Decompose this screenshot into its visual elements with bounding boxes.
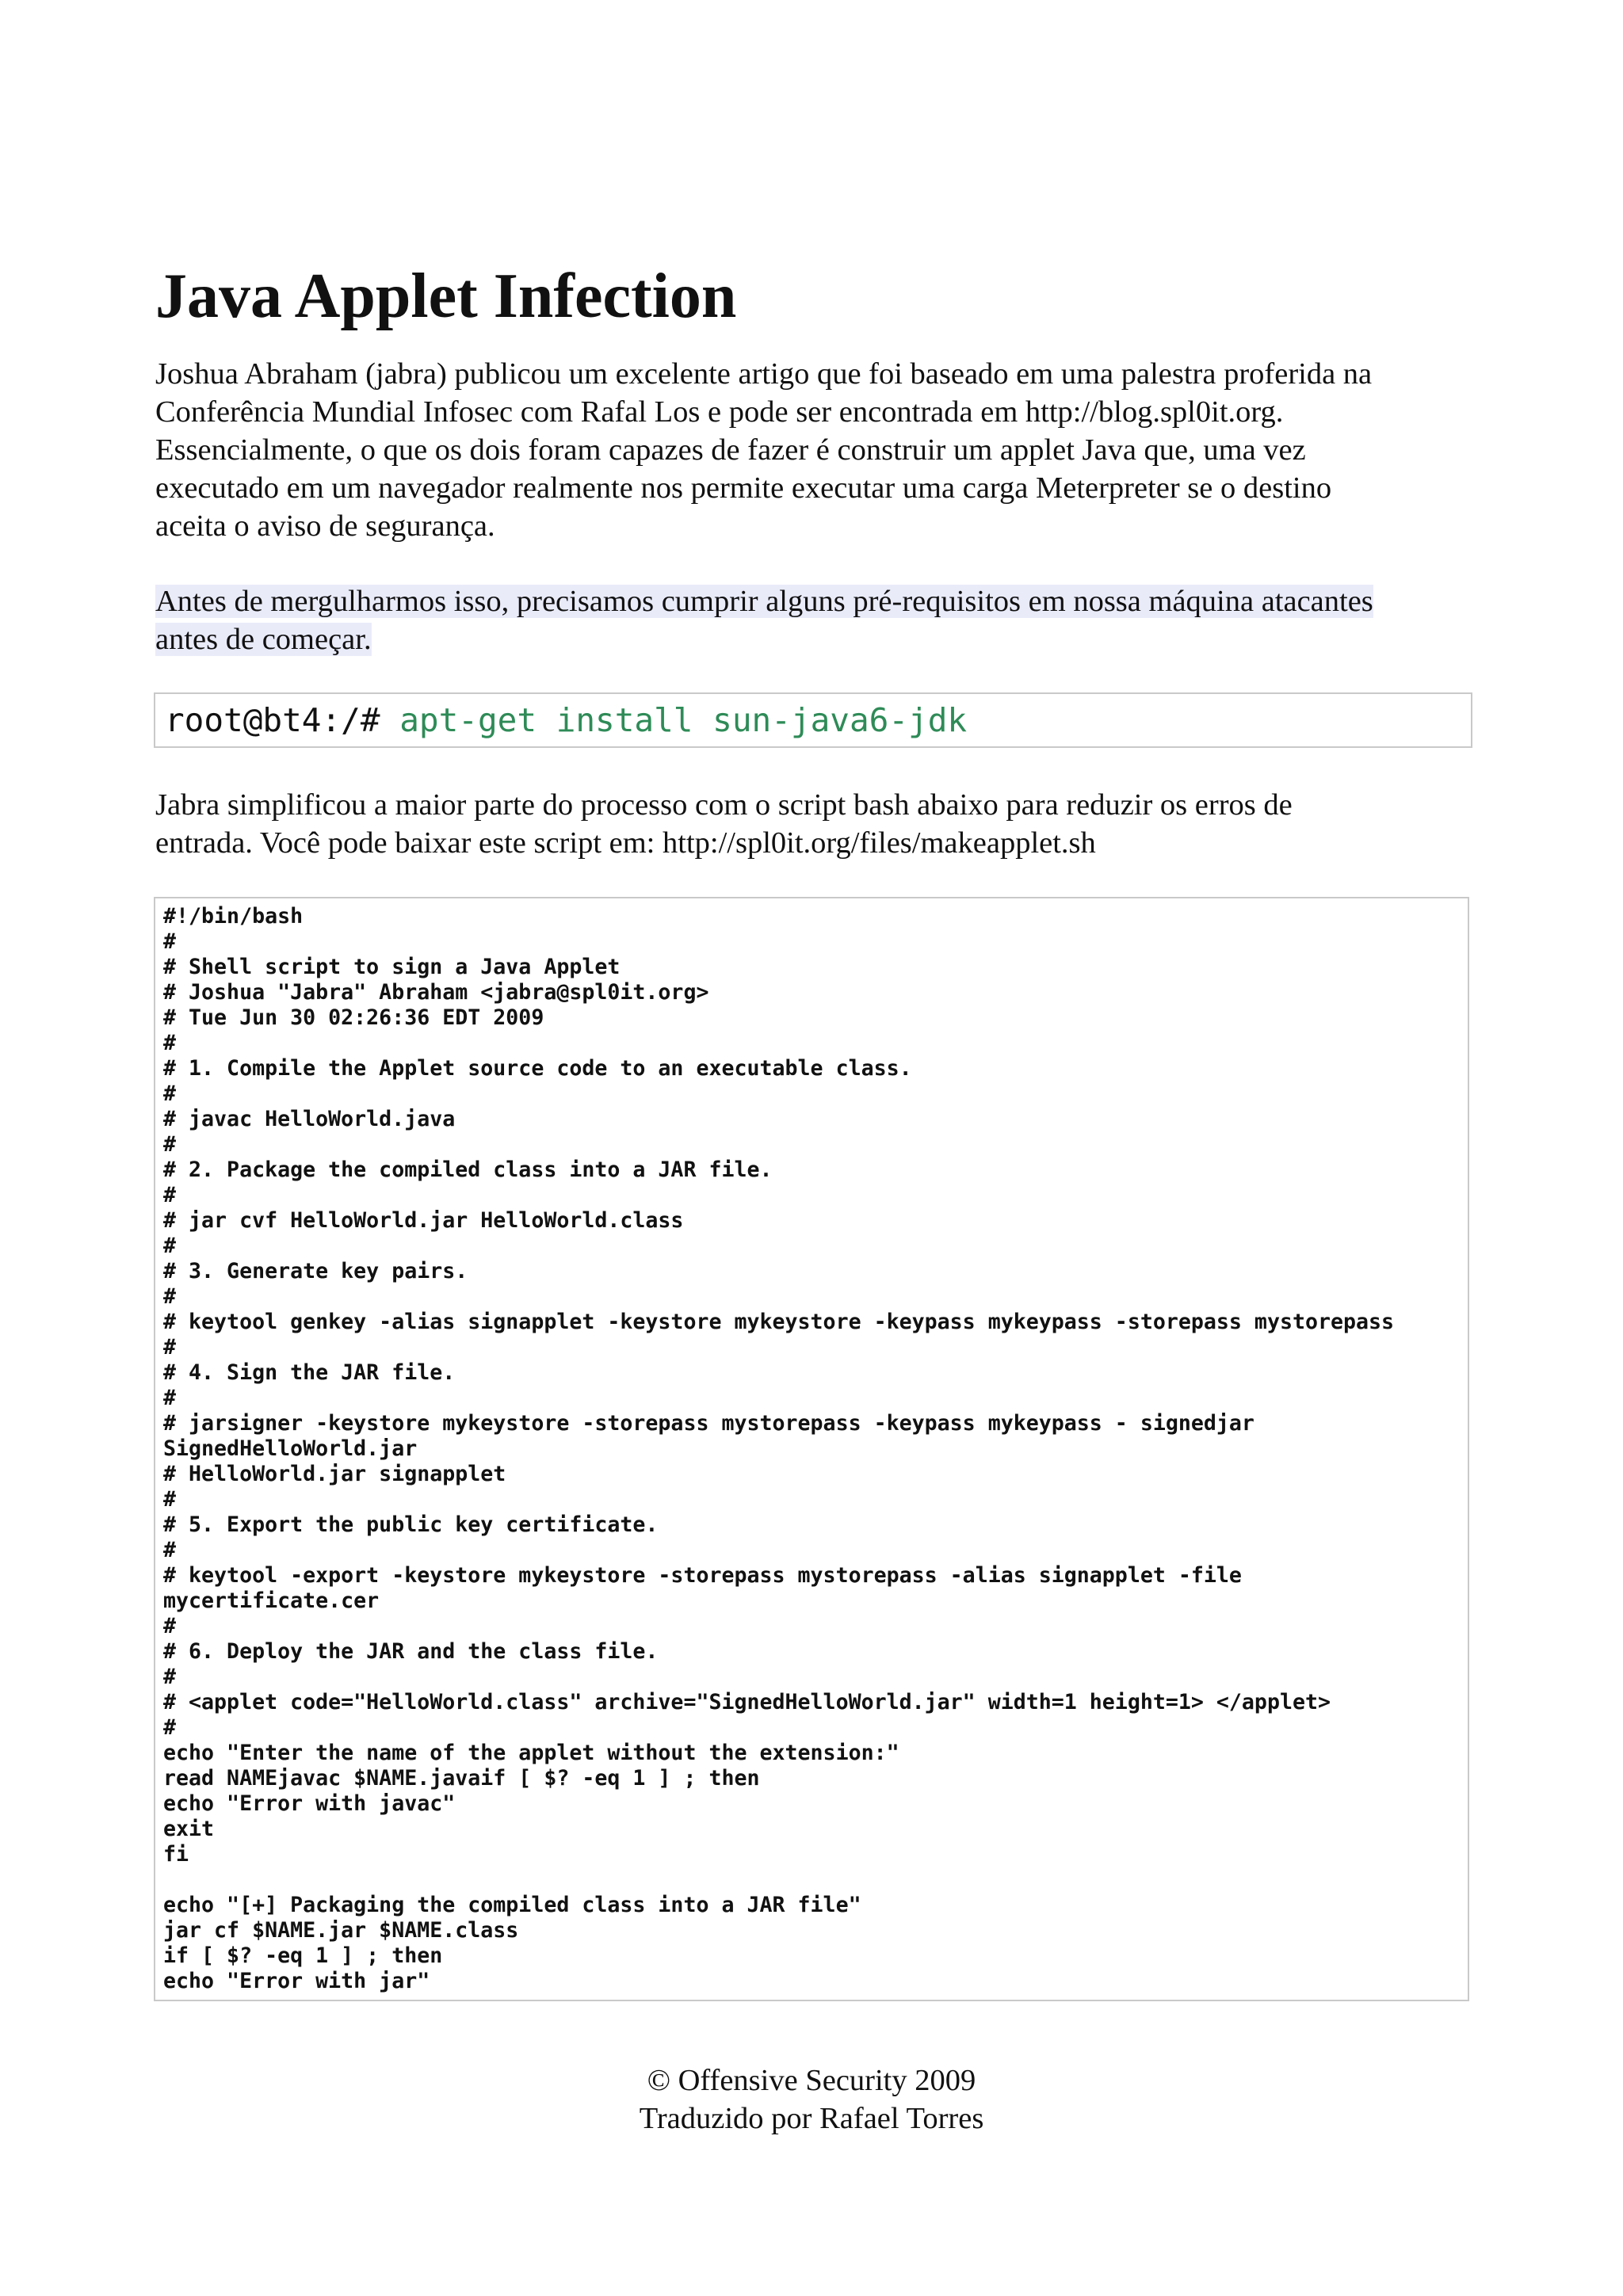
code-line: # 1. Compile the Applet source code to an executable class. [163,1056,912,1081]
intro-line: aceita o aviso de segurança. [155,509,495,543]
code-line: # keytool genkey -alias signapplet -keystore mykeystore -keypass mykeypass -storepass mystorepass [163,1310,1395,1334]
code-line: # [163,1284,177,1309]
code-line: # [163,1665,177,1689]
code-line: # 2. Package the compiled class into a JAR file. [163,1158,773,1182]
script-intro-line: Jabra simplificou a maior parte do processo com o script bash abaixo para reduzir os erros de [155,788,1293,822]
prereq-line: Antes de mergulharmos isso, precisamos cumprir alguns pré-requisitos em nossa máquina atacantes [155,585,1373,618]
code-line: exit [163,1817,215,1841]
code-line: # Tue Jun 30 02:26:36 EDT 2009 [163,1005,544,1030]
code-line: SignedHelloWorld.jar [163,1436,418,1461]
code-line: # [163,929,177,954]
code-line: # Shell script to sign a Java Applet [163,955,621,979]
code-line: jar cf $NAME.jar $NAME.class [163,1918,519,1943]
code-line: # HelloWorld.jar signapplet [163,1462,506,1486]
code-line: # 4. Sign the JAR file. [163,1360,456,1385]
code-line: echo "[+] Packaging the compiled class into a JAR file" [163,1893,861,1917]
code-line: if [ $? -eq 1 ] ; then [163,1943,443,1968]
code-line: # [163,1715,177,1740]
install-command: apt-get install sun-java6-jdk [399,701,968,739]
code-line: # [163,1031,177,1055]
code-line: # [163,1132,177,1157]
intro-paragraph [155,355,1479,545]
prereq-line: antes de começar. [155,623,372,656]
code-line: mycertificate.cer [163,1589,380,1613]
code-line: echo "Enter the name of the applet without the extension:" [163,1741,899,1765]
code-line [163,1867,1468,1893]
translator-credit: Traduzido por Rafael Torres [639,2102,984,2135]
code-line: # [163,1538,177,1562]
page-title: Java Applet Infection [155,261,737,331]
code-line: # [163,1614,177,1638]
code-line: # [163,1386,177,1410]
command-box [154,692,1472,748]
code-line: read NAMEjavac $NAME.javaif [ $? -eq 1 ] ; then [163,1766,760,1791]
code-line: # keytool -export -keystore mykeystore -storepass mystorepass -alias signapplet -file [163,1563,1242,1588]
code-line: #!/bin/bash [163,904,304,929]
code-line: echo "Error with jar" [163,1969,430,1993]
script-intro-line: entrada. Você pode baixar este script em: http://spl0it.org/files/makeapplet.sh [155,826,1096,860]
code-line: # 6. Deploy the JAR and the class file. [163,1639,659,1664]
prerequisites-paragraph [155,582,1471,658]
code-line: fi [163,1842,189,1867]
code-line: # [163,1487,177,1512]
code-line: # jarsigner -keystore mykeystore -storepass mystorepass -keypass mykeypass - signedjar [163,1411,1254,1436]
shell-prompt: root@bt4:/# [165,701,400,739]
bash-script-code-block [154,897,1469,2001]
code-line: echo "Error with javac" [163,1791,456,1816]
copyright-text: © Offensive Security 2009 [647,2064,976,2097]
code-line: # 5. Export the public key certificate. [163,1512,659,1537]
code-line: # [163,1183,177,1207]
intro-line: Joshua Abraham (jabra) publicou um excelente artigo que foi baseado em uma palestra proferida na [155,357,1373,391]
code-line: # [163,1335,177,1360]
code-line: # [163,1081,177,1106]
page-footer [0,2061,1623,2138]
intro-line: executado em um navegador realmente nos permite executar uma carga Meterpreter se o destino [155,471,1332,505]
code-line: # Joshua "Jabra" Abraham <jabra@spl0it.org> [163,980,709,1005]
code-line: # 3. Generate key pairs. [163,1259,468,1283]
code-line: # <applet code="HelloWorld.class" archive="SignedHelloWorld.jar" width=1 height=1> </applet> [163,1690,1331,1714]
code-line: # [163,1234,177,1258]
intro-line: Essencialmente, o que os dois foram capazes de fazer é construir um applet Java que, uma vez [155,433,1306,467]
intro-line: Conferência Mundial Infosec com Rafal Los e pode ser encontrada em http://blog.spl0it.org. [155,395,1284,429]
code-line: # javac HelloWorld.java [163,1107,456,1131]
code-line: # jar cvf HelloWorld.jar HelloWorld.class [163,1208,684,1233]
script-intro-paragraph [155,786,1479,862]
